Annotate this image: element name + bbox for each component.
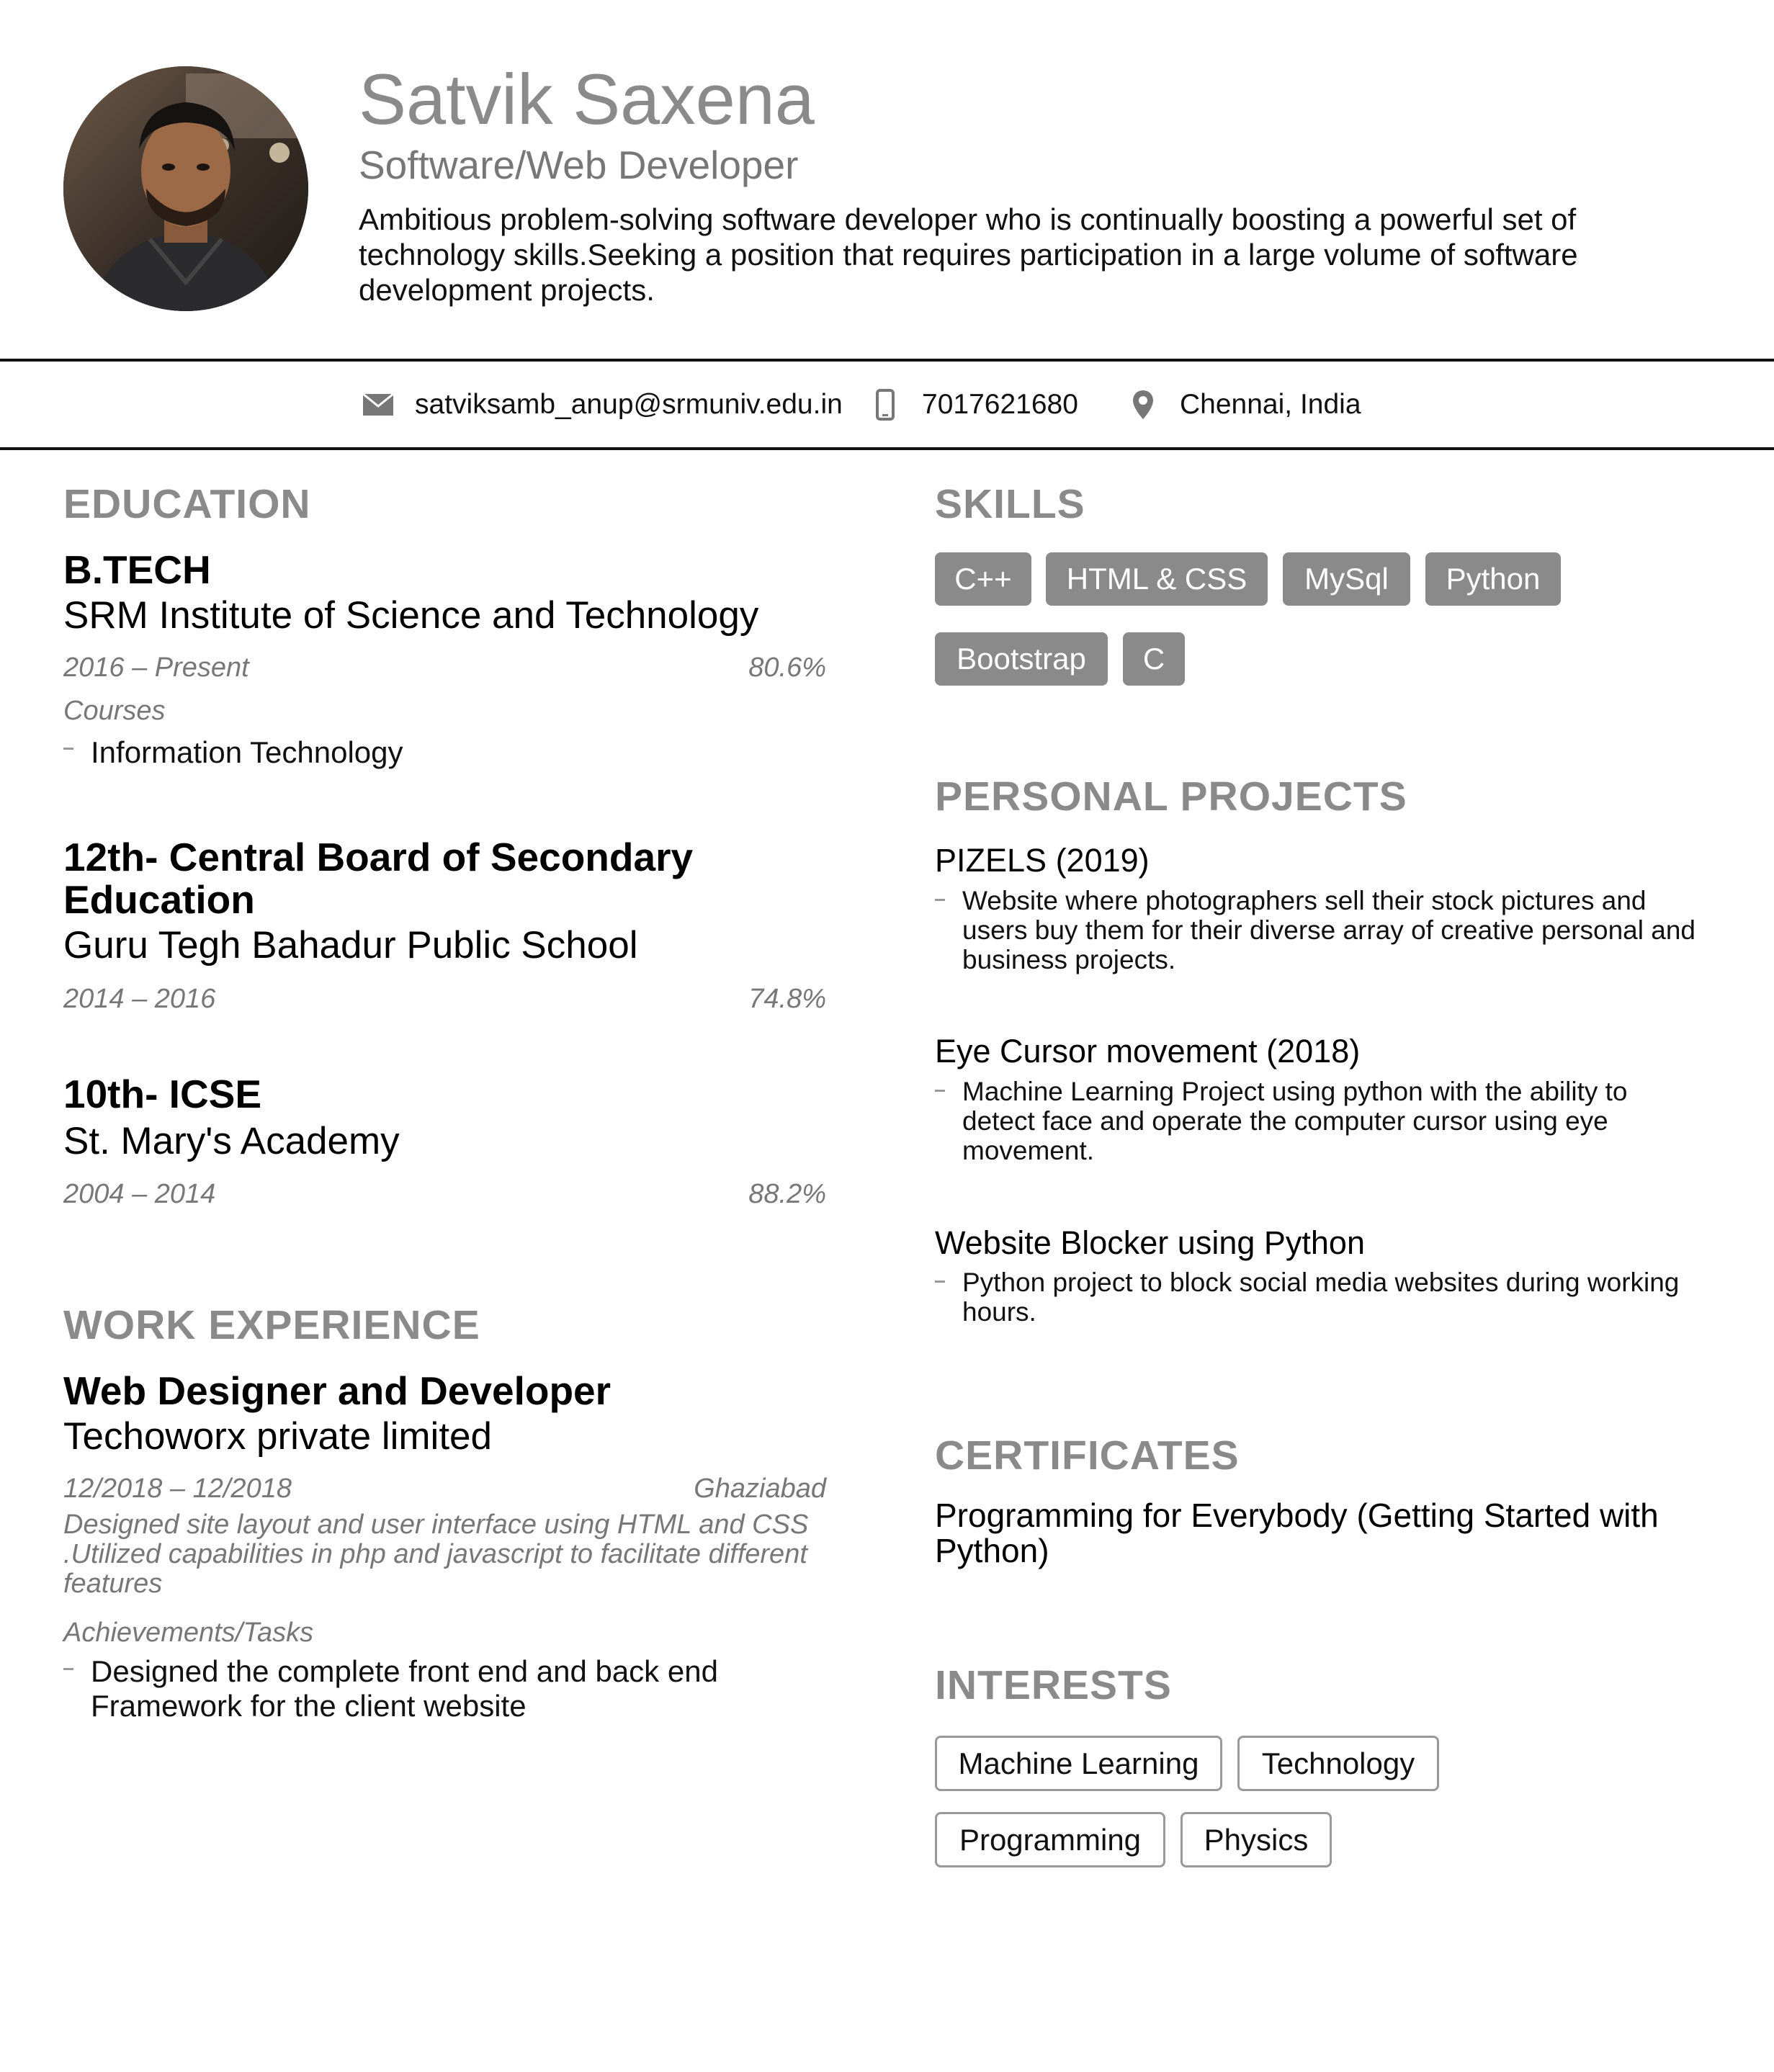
contact-email[interactable] xyxy=(360,366,843,444)
project-title: Website Blocker using Python xyxy=(935,1224,1365,1261)
bullet-dash xyxy=(935,899,945,901)
project-title: Eye Cursor movement (2018) xyxy=(935,1033,1361,1069)
bullet-dash xyxy=(935,1281,945,1283)
contact-location-text: Chennai, India xyxy=(1180,389,1361,420)
course-text: Information Technology xyxy=(91,735,403,769)
map-pin-icon xyxy=(1125,387,1161,423)
skills-heading: SKILLS xyxy=(935,481,1085,527)
interest-tag: Technology xyxy=(1237,1736,1439,1791)
skill-tag: C xyxy=(1123,632,1185,686)
achievement-item xyxy=(63,1654,798,1723)
project-description-text: Machine Learning Project using python with the ability to detect face and operate the computer cursor using eye movement. xyxy=(962,1077,1628,1165)
interest-tag: Physics xyxy=(1181,1812,1332,1867)
projects-heading: PERSONAL PROJECTS xyxy=(935,773,1407,820)
skill-tag: HTML & CSS xyxy=(1046,552,1268,606)
contact-phone-text: 7017621680 xyxy=(922,389,1078,420)
project-title: PIZELS (2019) xyxy=(935,842,1150,879)
certificates-heading: CERTIFICATES xyxy=(935,1432,1240,1479)
profile-summary: Ambitious problem-solving software developer who is continually boosting a powerful set of technology skills.Seeking a position that requires participation in a large volume of software development projects. xyxy=(359,202,1578,307)
education-heading: EDUCATION xyxy=(63,481,311,527)
skill-tag: Bootstrap xyxy=(935,632,1108,686)
candidate-name: Satvik Saxena xyxy=(359,59,815,139)
skill-tag: MySql xyxy=(1283,552,1410,606)
work-experience-heading: WORK EXPERIENCE xyxy=(63,1302,480,1348)
bullet-dash xyxy=(935,1090,945,1092)
education-institution: Guru Tegh Bahadur Public School xyxy=(63,924,638,967)
interest-tag: Programming xyxy=(935,1812,1165,1867)
work-position: Web Designer and Developer xyxy=(63,1368,612,1413)
work-company: Techoworx private limited xyxy=(63,1415,493,1458)
education-degree: B.TECH xyxy=(63,547,211,592)
education-degree: 10th- ICSE xyxy=(63,1072,262,1116)
interests-heading: INTERESTS xyxy=(935,1662,1172,1708)
project-description xyxy=(935,886,1698,974)
skill-tag: Python xyxy=(1425,552,1561,606)
education-institution: St. Mary's Academy xyxy=(63,1120,400,1162)
profile-photo-illustration xyxy=(63,66,308,311)
work-location: Ghaziabad xyxy=(694,1474,826,1504)
education-dates: 2016 – Present xyxy=(63,652,249,683)
education-degree: 12th- Central Board of Secondary Education xyxy=(63,835,694,922)
work-dates: 12/2018 – 12/2018 xyxy=(63,1474,292,1504)
project-description xyxy=(935,1268,1698,1327)
mobile-phone-icon xyxy=(867,387,903,423)
bullet-dash xyxy=(63,748,73,750)
education-institution: SRM Institute of Science and Technology xyxy=(63,594,759,637)
certificate-item: Programming for Everybody (Getting Started with Python) xyxy=(935,1497,1659,1569)
skill-tag: C++ xyxy=(935,552,1031,606)
divider-top xyxy=(0,359,1774,362)
education-score: 80.6% xyxy=(748,652,826,683)
course-item xyxy=(63,736,403,769)
courses-label: Courses xyxy=(63,696,166,726)
interest-tag: Machine Learning xyxy=(935,1736,1222,1791)
project-description-text: Website where photographers sell their stock pictures and users buy them for their diverse array of creative personal and business projects. xyxy=(962,886,1695,974)
project-description-text: Python project to block social media websites during working hours. xyxy=(962,1268,1680,1327)
contact-location xyxy=(1125,366,1361,444)
envelope-icon xyxy=(360,387,396,423)
achievement-text: Designed the complete front end and back end Framework for the client website xyxy=(91,1654,718,1723)
bullet-dash xyxy=(63,1668,73,1670)
education-score: 88.2% xyxy=(748,1179,826,1209)
profile-photo xyxy=(63,66,308,311)
contact-email-text: satviksamb_anup@srmuniv.edu.in xyxy=(415,389,843,420)
candidate-role: Software/Web Developer xyxy=(359,143,799,187)
divider-bottom xyxy=(0,447,1774,450)
project-description xyxy=(935,1077,1698,1165)
education-dates: 2014 – 2016 xyxy=(63,984,216,1014)
contact-phone[interactable] xyxy=(867,366,1078,444)
achievements-label: Achievements/Tasks xyxy=(63,1618,314,1648)
education-score: 74.8% xyxy=(748,984,826,1014)
work-description: Designed site layout and user interface using HTML and CSS .Utilized capabilities in php and javascript to facilitate different features xyxy=(63,1510,809,1599)
education-dates: 2004 – 2014 xyxy=(63,1179,216,1209)
